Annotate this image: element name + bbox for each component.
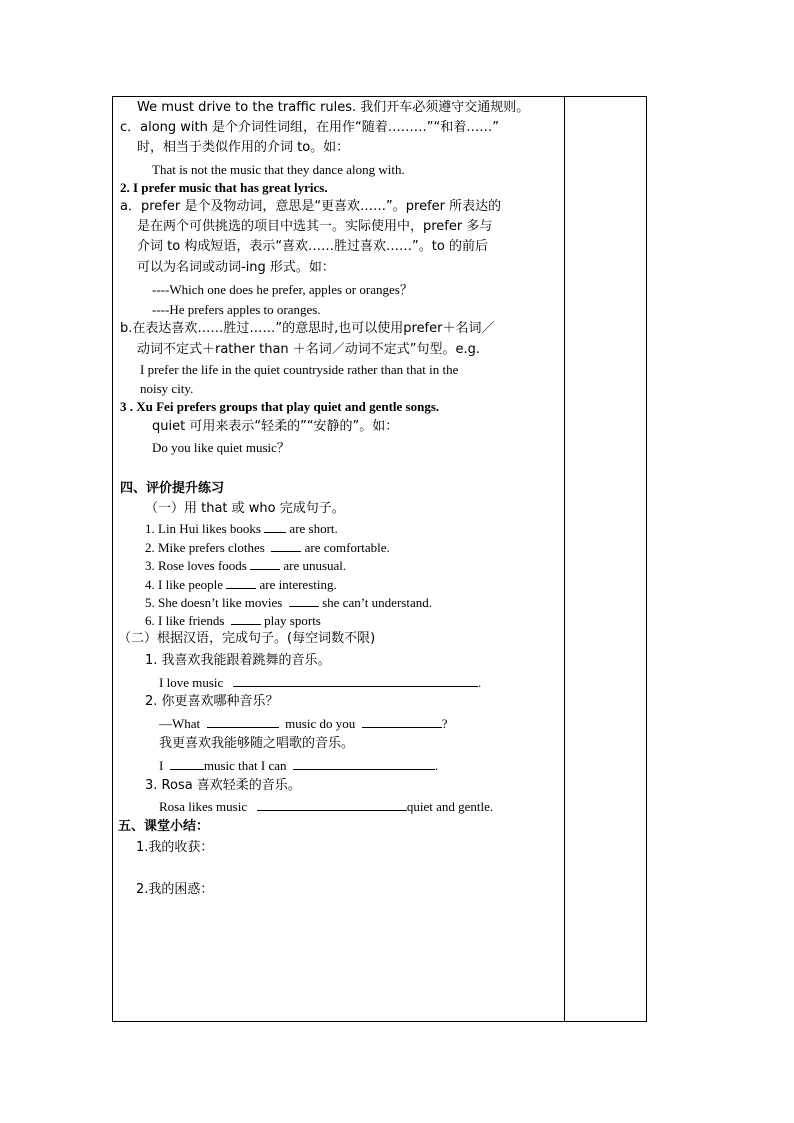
exercise-1-q1: 1. Lin Hui likes books are short. <box>145 521 338 536</box>
exercise-1-q2: 2. Mike prefers clothes are comfortable. <box>145 540 390 555</box>
example-prefers-apples: ----He prefers apples to oranges. <box>152 302 321 317</box>
point-2-heading: 2. I prefer music that has great lyrics. <box>120 180 328 195</box>
exercise-1-instruction: （一）用 that 或 who 完成句子。 <box>145 501 345 516</box>
exercise-2-q1-chinese: 1. 我喜欢我能跟着跳舞的音乐。 <box>145 653 331 668</box>
exercise-2-q1-english: I love music . <box>159 675 482 690</box>
section-4-heading: 四、评价提升练习 <box>120 481 225 496</box>
exercise-2-q2-answer-english: I music that I can . <box>159 758 439 773</box>
note-c-along-with: c．along with 是个介词性词组，在用作“随着………”“和着……” <box>120 120 499 135</box>
exercise-2-instruction: （二）根据汉语，完成句子。(每空词数不限) <box>118 631 376 646</box>
exercise-2-q2-answer-chinese: 我更喜欢我能够随之唱歌的音乐。 <box>159 736 355 751</box>
example-dance-along: That is not the music that they dance along with. <box>152 162 405 177</box>
note-b-rather-than-2: 动词不定式＋rather than ＋名词／动词不定式”句型。e.g. <box>137 342 481 357</box>
exercise-1-q5: 5. She doesn’t like movies she can’t understand. <box>145 595 432 610</box>
summary-gains: 1.我的收获： <box>136 840 214 855</box>
exercise-1-q6: 6. I like friends play sports <box>145 613 321 628</box>
table-column-divider <box>564 96 565 1022</box>
exercise-2-q2-english: —What music do you ? <box>159 716 448 731</box>
example-countryside: I prefer the life in the quiet countryside rather than that in the <box>140 362 459 377</box>
exercise-1-q3: 3. Rose loves foods are unusual. <box>145 558 347 573</box>
note-a-prefer-2: 是在两个可供挑选的项目中选其一。实际使用中，prefer 多与 <box>137 219 493 234</box>
exercise-2-q3-english: Rosa likes music quiet and gentle. <box>159 799 494 814</box>
section-5-heading: 五、课堂小结： <box>118 819 210 834</box>
note-c-along-with-cont: 时，相当于类似作用的介词 to。如： <box>137 140 350 155</box>
note-quiet: quiet 可用来表示“轻柔的”“安静的”。如： <box>152 419 399 434</box>
note-a-prefer-4: 可以为名词或动词-ing 形式。如： <box>137 260 335 275</box>
exercise-2-q2-chinese: 2. 你更喜欢哪种音乐？ <box>145 694 279 709</box>
example-traffic-rules: We must drive to the traffic rules. 我们开车必须遵守交通规则。 <box>137 100 530 115</box>
note-b-rather-than: b.在表达喜欢……胜过……”的意思时,也可以使用prefer＋名词／ <box>120 321 495 336</box>
example-countryside-cont: noisy city. <box>140 381 194 396</box>
point-3-heading: 3 . Xu Fei prefers groups that play quiet and gentle songs. <box>120 399 440 414</box>
example-quiet-music: Do you like quiet music？ <box>152 440 290 455</box>
example-which-prefer: ----Which one does he prefer, apples or oranges？ <box>152 282 413 297</box>
summary-confusions: 2.我的困惑： <box>136 882 214 897</box>
note-a-prefer: a．prefer 是个及物动词，意思是“更喜欢……”。prefer 所表达的 <box>120 199 502 214</box>
exercise-1-q4: 4. I like people are interesting. <box>145 577 337 592</box>
exercise-2-q3-chinese: 3. Rosa 喜欢轻柔的音乐。 <box>145 778 301 793</box>
note-a-prefer-3: 介词 to 构成短语，表示“喜欢……胜过喜欢……”。to 的前后 <box>137 239 488 254</box>
